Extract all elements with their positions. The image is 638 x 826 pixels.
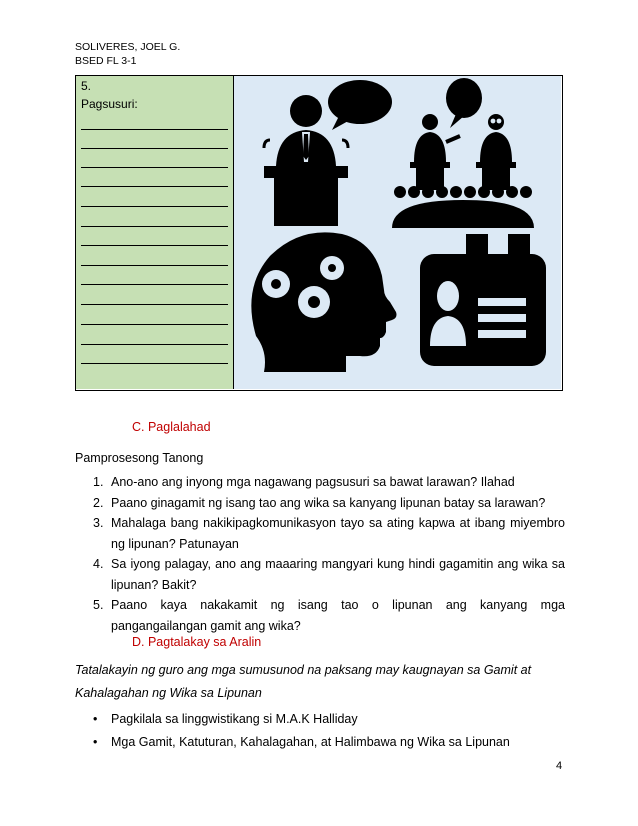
podium-speaker-icon <box>264 80 392 226</box>
question-item <box>75 513 565 554</box>
bullet-icon: • <box>93 735 98 749</box>
answer-line <box>81 284 228 285</box>
question-number: 2. <box>93 495 104 510</box>
question-number: 4. <box>93 557 104 571</box>
item-number: 5. <box>81 79 92 93</box>
question-item <box>75 472 565 493</box>
debate-icon <box>392 78 534 228</box>
question-number: 5. <box>93 598 104 612</box>
question-text: Ano-ano ang inyong mga nagawang pagsusuri sa bawat larawan? Ilahad <box>111 475 515 489</box>
question-item <box>75 554 565 595</box>
answer-line <box>81 344 228 345</box>
id-card-icon <box>420 234 546 366</box>
answer-line <box>81 206 228 207</box>
section-c-title: C. Paglalahad <box>132 420 211 434</box>
topics-list <box>75 708 565 754</box>
section-d-title: D. Pagtalakay sa Aralin <box>132 635 262 649</box>
page-number: 4 <box>556 760 563 772</box>
analysis-cell <box>76 76 234 389</box>
head-gears-icon <box>251 232 396 372</box>
answer-line <box>81 324 228 325</box>
analysis-table <box>75 75 563 391</box>
discussion-intro: Tatalakayin ng guro ang mga sumusunod na paksang may kaugnayan sa Gamit at Kahalagahan ng Wika sa Lipunan <box>75 663 532 700</box>
analysis-label: Pagsusuri: <box>81 97 138 111</box>
question-text: Sa iyong palagay, ano ang maaaring mangyari kung hindi gagamitin ang wika sa lipunan? Bakit? <box>111 557 565 592</box>
answer-line <box>81 148 228 149</box>
answer-line <box>81 129 228 130</box>
question-text: Paano kaya nakakamit ng isang tao o lipunan ang kanyang mga pangangailangan gamit ang wika? <box>111 598 565 633</box>
question-text: Paano ginagamit ng isang tao ang wika sa kanyang lipunan batay sa larawan? <box>111 495 546 510</box>
topic-text: Mga Gamit, Katuturan, Kahalagahan, at Halimbawa ng Wika sa Lipunan <box>111 735 510 749</box>
question-number: 3. <box>93 516 104 530</box>
answer-line <box>81 265 228 266</box>
answer-line <box>81 167 228 168</box>
answer-line <box>81 186 228 187</box>
question-item <box>75 595 565 636</box>
document-header <box>75 40 180 68</box>
answer-line <box>81 245 228 246</box>
answer-line <box>81 363 228 364</box>
topic-item <box>75 708 565 731</box>
questions-list <box>75 472 565 636</box>
topic-text: Pagkilala sa linggwistikang si M.A.K Halliday <box>111 712 358 726</box>
answer-line <box>81 226 228 227</box>
topic-item <box>75 731 565 754</box>
question-number: 1. <box>93 475 104 489</box>
author-name: SOLIVERES, JOEL G. <box>75 41 181 53</box>
illustration-cell <box>234 76 561 389</box>
bullet-icon: • <box>93 712 98 726</box>
author-section: BSED FL 3-1 <box>75 55 137 67</box>
question-item <box>75 493 565 514</box>
answer-line <box>81 304 228 305</box>
question-text: Mahalaga bang nakikipagkomunikasyon tayo sa ating kapwa at ibang miyembro ng lipunan? Patunayan <box>111 516 565 551</box>
questions-heading: Pamprosesong Tanong <box>75 451 204 465</box>
